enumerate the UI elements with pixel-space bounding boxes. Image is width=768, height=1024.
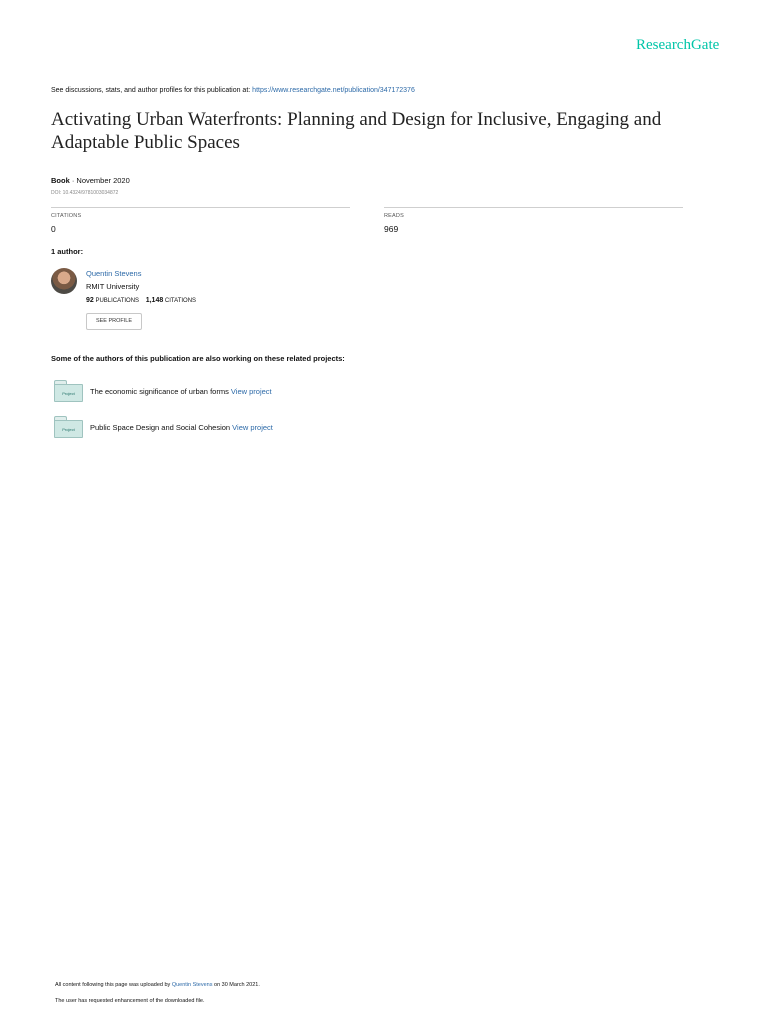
related-project-item	[90, 423, 273, 432]
view-project-link[interactable]: View project	[230, 387, 272, 396]
publication-link[interactable]: https://www.researchgate.net/publication/347172376	[252, 87, 415, 94]
project-icon-label: Project	[54, 384, 83, 402]
project-icon-label: Project	[54, 420, 83, 438]
publication-date: · November 2020	[69, 176, 130, 185]
project-title: Public Space Design and Social Cohesion	[90, 423, 233, 432]
author-publications-count: 92	[86, 297, 94, 304]
author-stats	[86, 297, 196, 304]
upload-suffix: on 30 March 2021.	[212, 982, 260, 988]
reads-value: 969	[384, 224, 399, 234]
project-folder-icon[interactable]	[53, 380, 83, 402]
citations-value: 0	[51, 224, 56, 234]
author-institution: RMIT University	[86, 282, 140, 291]
citations-label: CITATIONS	[51, 213, 82, 219]
discussion-line	[51, 87, 415, 94]
author-citations-label: CITATIONS	[164, 298, 197, 304]
author-publications-label: PUBLICATIONS	[95, 298, 140, 304]
reads-divider	[384, 207, 683, 208]
reads-label: READS	[384, 213, 404, 219]
publication-doi: DOI: 10.4324/9781003034872	[51, 190, 119, 196]
publication-meta	[51, 176, 130, 185]
avatar[interactable]	[51, 268, 77, 294]
publication-type: Book	[51, 176, 70, 185]
related-projects-heading: Some of the authors of this publication are also working on these related projects:	[51, 354, 345, 363]
discussion-text: See discussions, stats, and author profiles for this publication at:	[51, 87, 253, 94]
see-profile-button[interactable]: SEE PROFILE	[86, 313, 142, 330]
uploader-link[interactable]: Quentin Stevens	[171, 982, 213, 988]
related-project-item	[90, 387, 272, 396]
view-project-link[interactable]: View project	[232, 423, 273, 432]
citations-divider	[51, 207, 350, 208]
project-title: The economic significance of urban forms	[90, 387, 231, 396]
upload-prefix: All content following this page was uploaded by	[55, 982, 172, 988]
author-name-link[interactable]: Quentin Stevens	[86, 269, 142, 278]
authors-heading: 1 author:	[51, 247, 84, 256]
publication-title: Activating Urban Waterfronts: Planning and Design for Inclusive, Engaging and Adaptable Public Spaces	[51, 109, 662, 153]
researchgate-logo[interactable]: ResearchGate	[636, 37, 720, 53]
author-citations-count: 1,148	[145, 297, 164, 304]
project-folder-icon[interactable]	[53, 416, 83, 438]
enhancement-note: The user has requested enhancement of the downloaded file.	[55, 998, 205, 1004]
upload-note	[55, 982, 260, 988]
